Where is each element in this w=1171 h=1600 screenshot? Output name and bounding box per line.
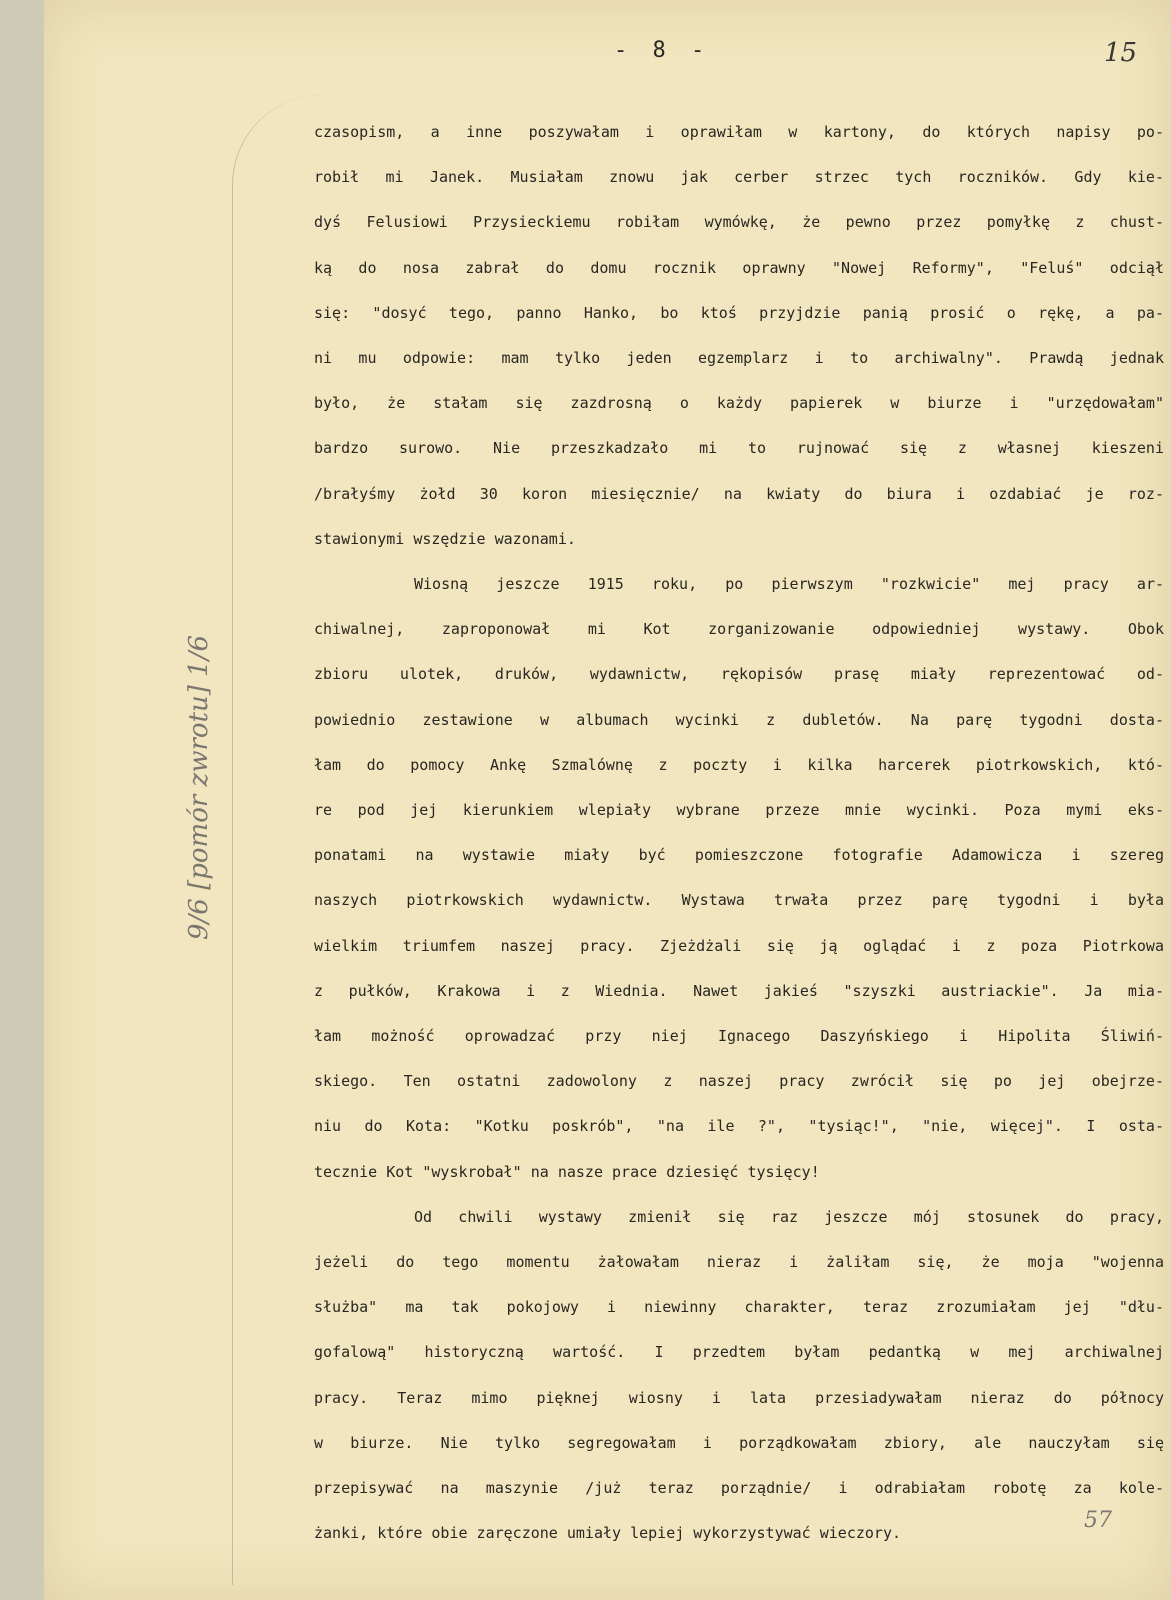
paragraph (314, 1195, 1164, 1557)
margin-pencil-note: 9/6 [pomór zwrotu] 1/6 (184, 634, 214, 940)
text-line: gofalową" historyczną wartość. I przedtem byłam pedantką w mej archiwalnej (314, 1343, 1164, 1362)
text-line: się: "dosyć tego, panno Hanko, bo ktoś przyjdzie panią prosić o rękę, a pa- (314, 303, 1164, 322)
text-line: Wiosną jeszcze 1915 roku, po pierwszym "rozkwicie" mej pracy ar- (414, 575, 1164, 594)
text-line: powiednio zestawione w albumach wycinki z dubletów. Na parę tygodni dosta- (314, 710, 1164, 729)
text-line: dyś Felusiowi Przysieckiemu robiłam wymówkę, że pewno przez pomyłkę z chust- (314, 213, 1164, 232)
text-line: ką do nosa zabrał do domu rocznik oprawny "Nowej Reformy", "Feluś" odciął (314, 258, 1164, 277)
text-line: łam możność oprowadzać przy niej Ignacego Daszyńskiego i Hipolita Śliwiń- (314, 1027, 1164, 1046)
document-page (44, 0, 1171, 1600)
paragraph (314, 110, 1164, 562)
text-line: ponatami na wystawie miały być pomieszczone fotografie Adamowicza i szereg (314, 846, 1164, 865)
text-line: było, że stałam się zazdrosną o każdy papierek w biurze i "urzędowałam" (314, 394, 1164, 413)
text-line: wielkim triumfem naszej pracy. Zjeżdżali się ją oglądać i z poza Piotrkowa (314, 936, 1164, 955)
text-line: z pułków, Krakowa i z Wiednia. Nawet jakieś "szyszki austriackie". Ja mia- (314, 981, 1164, 1000)
typed-text-body (314, 110, 1164, 1557)
text-line: jeżeli do tego momentu żałowałam nieraz i żaliłam się, że moja "wojenna (314, 1253, 1164, 1272)
text-line: /brałyśmy żołd 30 koron miesięcznie/ na kwiaty do biura i ozdabiać je roz- (314, 484, 1164, 503)
text-line: tecznie Kot "wyskrobał" na nasze prace dziesięć tysięcy! (314, 1162, 820, 1181)
text-line: bardzo surowo. Nie przeszkadzało mi to rujnować się z własnej kieszeni (314, 439, 1164, 458)
pencil-margin-line (232, 95, 323, 1585)
page-marker: - 8 - (614, 38, 711, 63)
text-line: zbioru ulotek, druków, wydawnictw, rękopisów prasę miały reprezentować od- (314, 665, 1164, 684)
text-line: służba" ma tak pokojowy i niewinny charakter, teraz zrozumiałam jej "dłu- (314, 1298, 1164, 1317)
text-line: stawionymi wszędzie wazonami. (314, 529, 576, 548)
text-line: re pod jej kierunkiem wlepiały wybrane przeze mnie wycinki. Poza mymi eks- (314, 801, 1164, 820)
text-line: w biurze. Nie tylko segregowałam i porządkowałam zbiory, ale nauczyłam się (314, 1433, 1164, 1452)
paragraph (314, 562, 1164, 1195)
text-line: skiego. Ten ostatni zadowolony z naszej pracy zwrócił się po jej obejrze- (314, 1072, 1164, 1091)
page-number: 15 (1104, 38, 1138, 68)
text-line: chiwalnej, zaproponował mi Kot zorganizowanie odpowiedniej wystawy. Obok (314, 620, 1164, 639)
text-line: Od chwili wystawy zmienił się raz jeszcze mój stosunek do pracy, (414, 1207, 1164, 1226)
text-line: pracy. Teraz mimo pięknej wiosny i lata przesiadywałam nieraz do północy (314, 1388, 1164, 1407)
corner-pencil-number: 57 (1084, 1508, 1112, 1533)
text-line: czasopism, a inne poszywałam i oprawiłam w kartony, do których napisy po- (314, 123, 1164, 141)
text-line: żanki, które obie zaręczone umiały lepiej wykorzystywać wieczory. (314, 1524, 901, 1543)
text-line: naszych piotrkowskich wydawnictw. Wystawa trwała przez parę tygodni i była (314, 891, 1164, 910)
text-line: przepisywać na maszynie /już teraz porządnie/ i odrabiałam robotę za kole- (314, 1479, 1164, 1498)
text-line: niu do Kota: "Kotku poskrób", "na ile ?", "tysiąc!", "nie, więcej". I osta- (314, 1117, 1164, 1136)
text-line: łam do pomocy Ankę Szmalównę z poczty i kilka harcerek piotrkowskich, któ- (314, 755, 1164, 774)
text-line: ni mu odpowie: mam tylko jeden egzemplarz i to archiwalny". Prawdą jednak (314, 349, 1164, 368)
text-line: robił mi Janek. Musiałam znowu jak cerber strzec tych roczników. Gdy kie- (314, 168, 1164, 187)
